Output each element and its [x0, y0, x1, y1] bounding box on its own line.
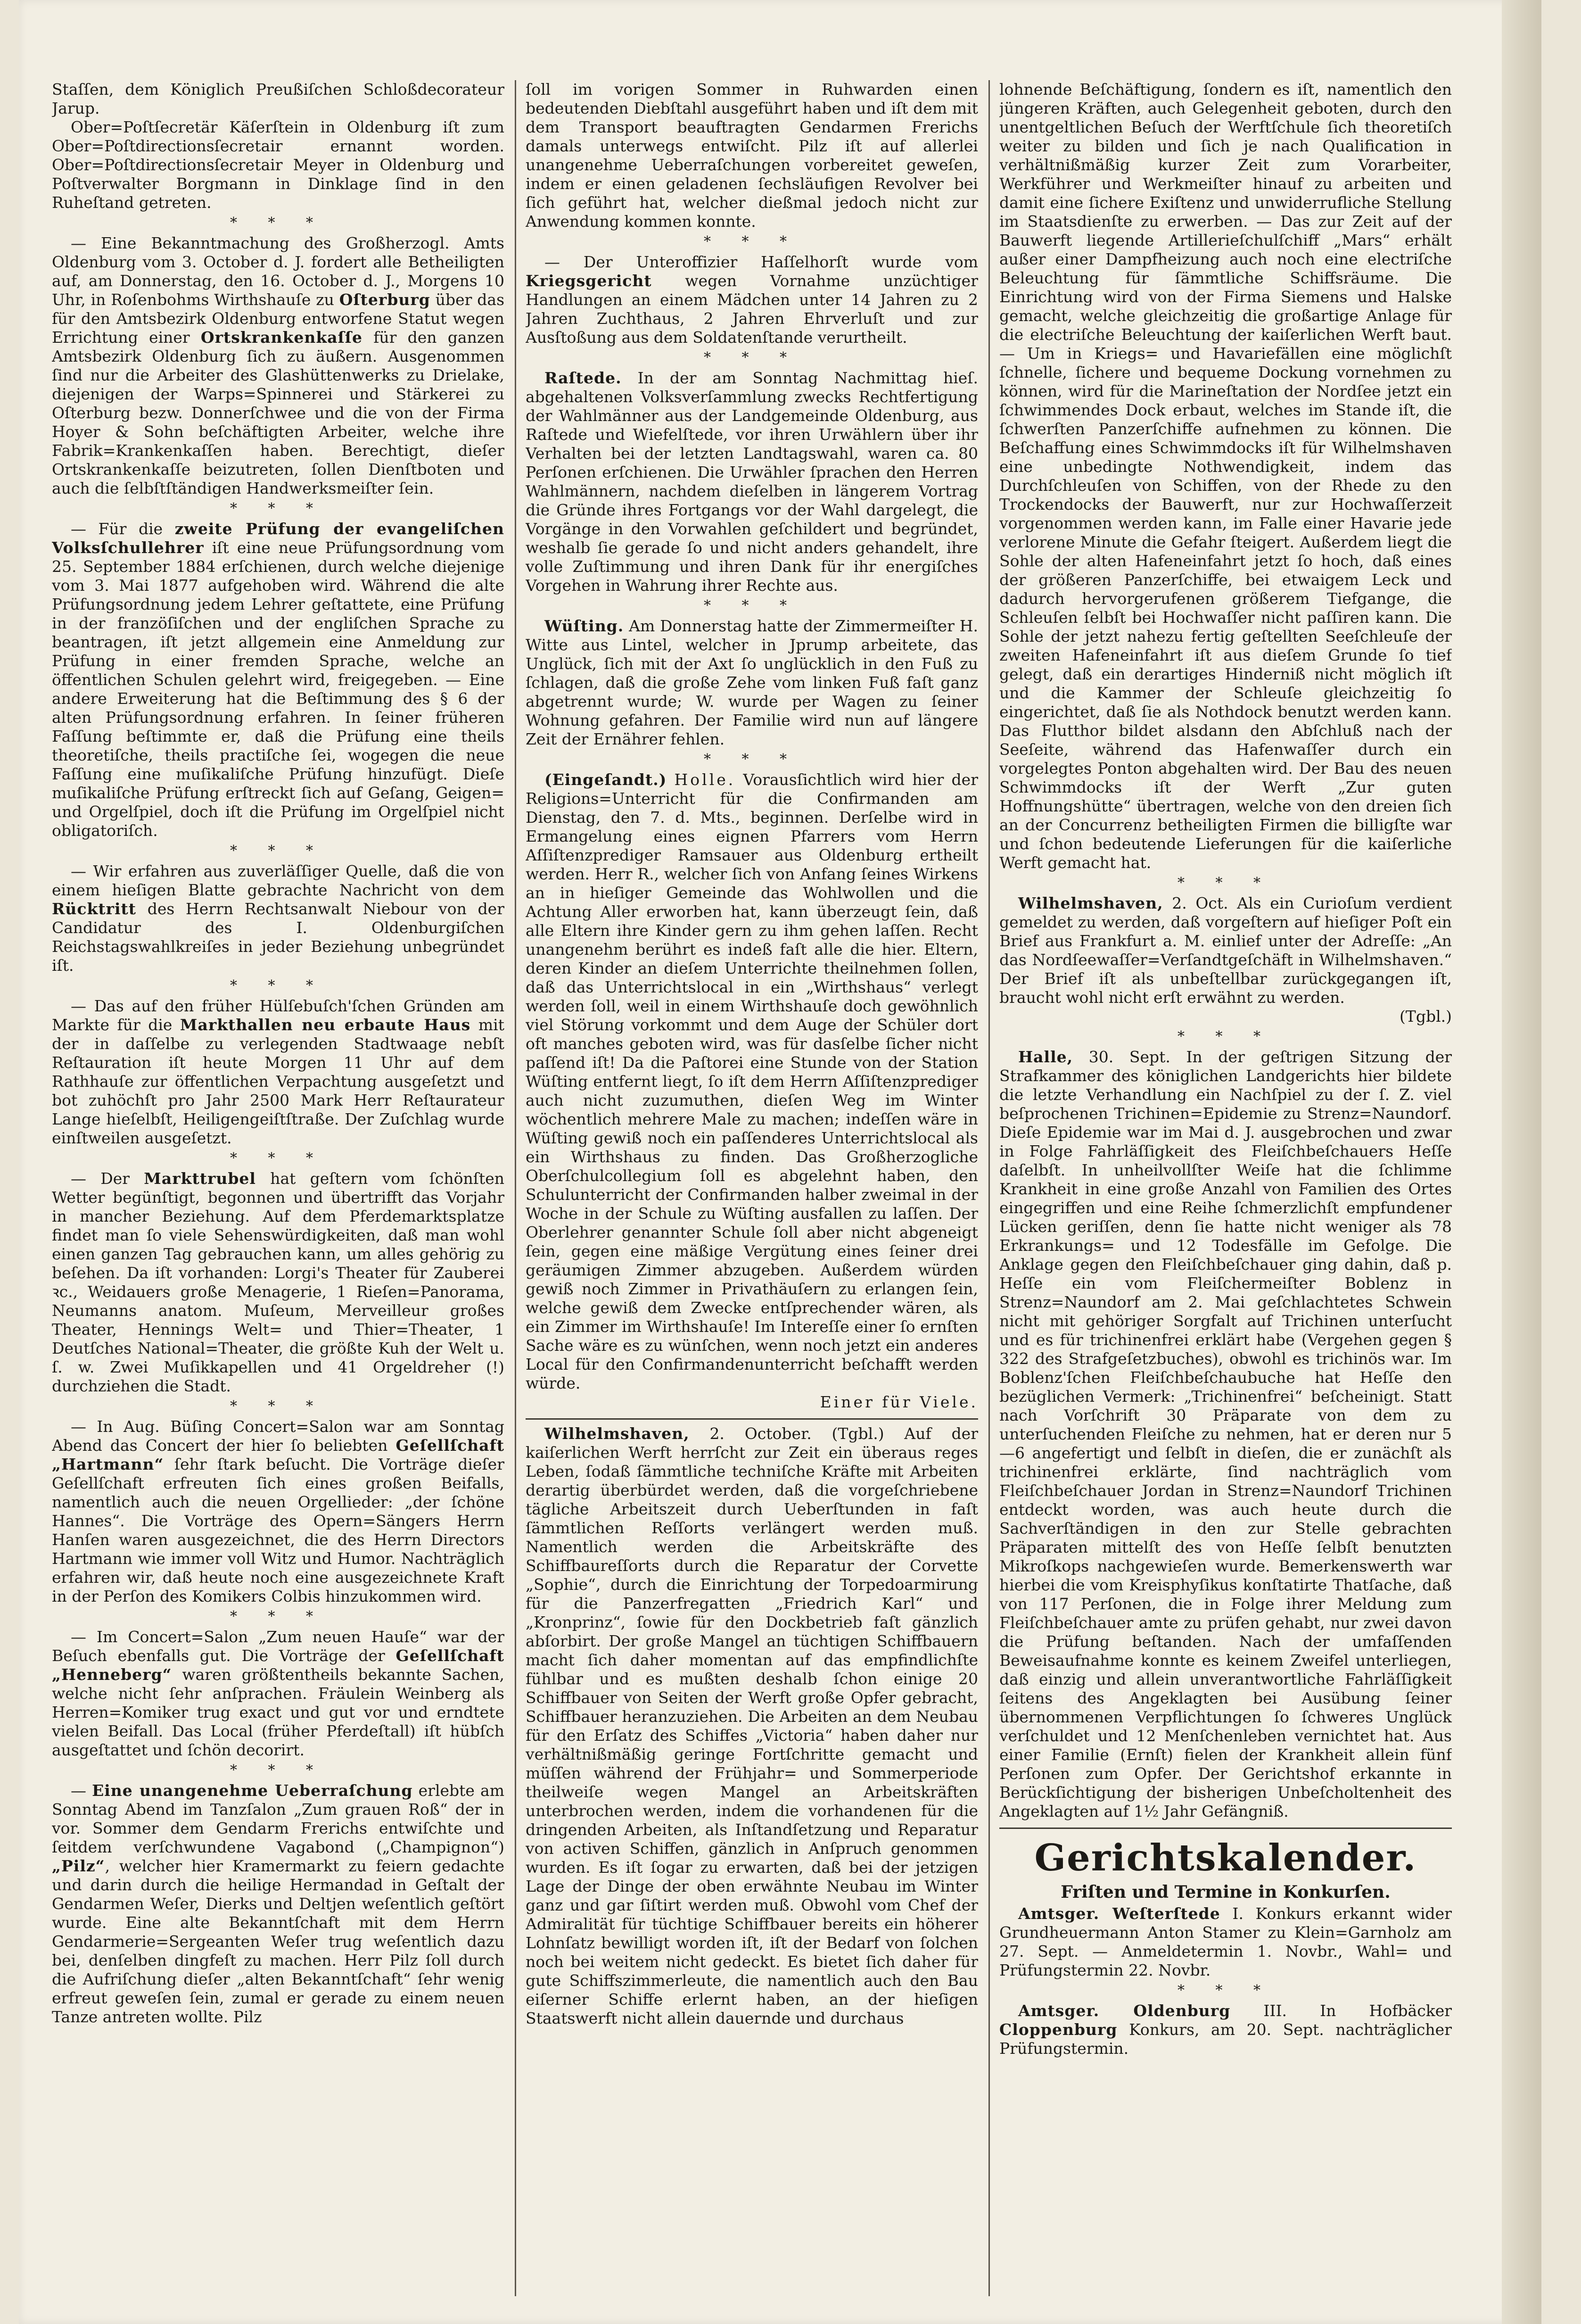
column-rule-2 [988, 80, 990, 2296]
article-paragraph: — Für die zweite Prüfung der evangeliſchen Volksſchullehrer iſt eine neue Prüfungsordnung vom 25. September 1884 erſchienen, durch welche diejenige vom 3. Mai 1877 aufgehoben wird. Während die alte Prüfungsordnung jedem Lehrer geſtattete, eine Prüfung in der franzöſiſchen und der engliſchen Sprache zu beantragen, iſt jetzt allgemein eine Anmeldung zur Prüfung in einer fremden Sprache, welche an öffentlichen Schulen gelehrt wird, freigegeben. — Eine andere Erweiterung hat die Beſtimmung des § 6 der alten Prüfungsordnung erfahren. In ſeiner früheren Faſſung beſtimmte er, daß die Prüfung eine theils theoretiſche, theils practiſche ſei, wogegen die neue Faſſung eine muſikaliſche Prüfung hinzufügt. Dieſe muſikaliſche Prüfung erſtreckt ſich auf Geſang, Geigen= und Orgelſpiel, doch iſt die Prüfung im Orgelſpiel nicht obligatoriſch. [52, 520, 504, 840]
article-paragraph: — Wir erfahren aus zuverläſſiger Quelle, daß die von einem hieſigen Blatte gebrachte Nachricht von dem Rücktritt des Herrn Rechtsanwalt Niebour von der Candidatur des I. Oldenburgiſchen Reichstagswahlkreiſes in jeder Beziehung unbegründet iſt. [52, 862, 504, 975]
article-paragraph: ſoll im vorigen Sommer in Ruhwarden einen bedeutenden Diebſtahl ausgeführt haben und iſt dem mit dem Transport beauftragten Gendarmen Frerichs damals unterwegs entwiſcht. Pilz iſt auf allerlei unangenehme Ueberraſchungen vorbereitet geweſen, indem er einen geladenen ſechsläufigen Revolver bei ſich geführt hat, welcher dießmal jedoch nicht zur Anwendung kommen konnte. [526, 80, 978, 231]
article-paragraph: — Eine unangenehme Ueberraſchung erlebte am Sonntag Abend im Tanzſalon „Zum grauen Roß“ der in vor. Sommer dem Gendarm Frerichs entwiſchte und ſeitdem verſchwundene Vagabond („Champignon“) „Pilz“, welcher hier Kramermarkt zu feiern gedachte und darin durch die heilige Hermandad in Geſtalt der Gendarmen Weſer, Dierks und Deltjen weſentlich geſtört wurde. Eine alte Bekanntſchaft mit dem Herrn Gendarmerie=Sergeanten Weſer trug weſentlich dazu bei, denſelben dingfeſt zu machen. Herr Pilz ſoll durch die Aufriſchung dieſer „alten Bekanntſchaft“ ſehr wenig erfreut geweſen ſein, zumal er gerade zu einem neuen Tanze antreten wollte. Pilz [52, 1781, 504, 2026]
section-separator: * * * [230, 977, 327, 994]
article-paragraph: — In Aug. Büſing Concert=Salon war am Sonntag Abend das Concert der hier ſo beliebten Geſellſchaft „Hartmann“ ſehr ſtark beſucht. Die Vorträge dieſer Geſellſchaft erfreuten ſich eines großen Beifalls, namentlich auch die neuen Orgellieder: „der ſchöne Hannes“. Die Vorträge des Opern=Sängers Herrn Hanſen waren ausgezeichnet, die des Herrn Directors Hartmann wie immer voll Witz und Humor. Nachträglich erfahren wir, daß heute noch eine ausgezeichnete Kraft in der Perſon des Komikers Colbis hinzukommen wird. [52, 1417, 504, 1605]
article-paragraph: Raſtede. In der am Sonntag Nachmittag hieſ. abgehaltenen Volksverſammlung zwecks Rechtfertigung der Wahlmänner aus der Landgemeinde Oldenburg, aus Raſtede und Wiefelſtede, vor ihren Urwählern über ihr Verhalten bei der letzten Landtagswahl, waren ca. 80 Perſonen erſchienen. Die Urwähler ſprachen den Herren Wahlmännern, nachdem dieſelben in längerem Vortrag die Gründe ihres Fortgangs vor der Wahl dargelegt, die Vorgänge in den Vorwahlen geſchildert und begründet, weshalb ſie gerade ſo und nicht anders gehandelt, ihre volle Zuſtimmung und ihren Dank für ihr energiſches Vorgehen in Wahrung ihrer Rechte aus. [526, 369, 978, 595]
section-separator: * * * [230, 843, 327, 859]
section-separator: * * * [230, 500, 327, 517]
section-separator: * * * [1177, 1982, 1274, 1999]
section-separator: * * * [703, 751, 800, 768]
article-paragraph: Staſſen, dem Königlich Preußiſchen Schloßdecorateur Jarup. [52, 80, 504, 117]
section-separator: * * * [1177, 875, 1274, 891]
column-rule-1 [515, 80, 516, 2296]
article-paragraph: Wilhelmshaven, 2. October. (Tgbl.) Auf der kaiſerlichen Werft herrſcht zur Zeit ein überaus reges Leben, ſodaß ſämmtliche techniſche Kräfte mit Arbeiten derartig überbürdet werden, daß die vorgeſchriebene tägliche Arbeitszeit durch Ueberſtunden in faſt ſämmtlichen Reſſorts verlängert werden muß. Namentlich werden die Arbeitskräfte des Schiffbaureſſorts durch die Reparatur der Corvette „Sophie“, durch die Einrichtung der Torpedoarmirung für die Panzerfregatten „Friedrich Karl“ und „Kronprinz“, ſowie für den Dockbetrieb faſt gänzlich abſorbirt. Der große Mangel an tüchtigen Schiffbauern macht ſich daher momentan auf das empfindlichſte fühlbar und es mußten deshalb ſchon einige 20 Schiffbauer von Seiten der Werft große Opfer gebracht, Schiffbauer heranzuziehen. Die Arbeiten an dem Neubau für den Erſatz des Schiffes „Victoria“ haben daher nur verhältnißmäßig geringe Fortſchritte gemacht und müſſen während der Frühjahr= und Sommerperiode theilweiſe wegen Mangel an Arbeitskräften unterbrochen werden, indem die vorhandenen für die dringenden Arbeiten, als Inſtandſetzung und Reparatur von activen Schiffen, gänzlich in Anſpruch genommen wurden. Es iſt ſogar zu erwarten, daß bei der jetzigen Lage der Dinge der oben erwähnte Neubau im Winter ganz und gar ſiſtirt werden muß. Obwohl vom Chef der Admiralität für tüchtige Schiffbauer bereits ein höherer Lohnſatz bewilligt worden iſt, iſt der Bedarf von ſolchen noch bei weitem nicht gedeckt. Es bietet ſich daher für gute Schiffszimmerleute, die namentlich auch den Bau eiſerner Schiffe erlernt haben, an der hieſigen Staatswerft nicht allein dauernde und durchaus [526, 1424, 978, 2027]
section-separator: * * * [703, 349, 800, 366]
section-separator: * * * [703, 597, 800, 614]
page-edge [1502, 0, 1541, 2324]
section-separator: * * * [230, 1150, 327, 1166]
column-3 [999, 80, 1452, 2306]
article-paragraph: — Der Unteroffizier Haſſelhorſt wurde vom Kriegsgericht wegen Vornahme unzüchtiger Handlungen an einem Mädchen unter 14 Jahren zu 2 Jahren Zuchthaus, 2 Jahren Ehrverluſt und zur Ausſtoßung aus dem Soldatenſtande verurtheilt. [526, 253, 978, 347]
article-paragraph: Amtsger. Oldenburg III. In Hofbäcker Cloppenburg Konkurs, am 20. Sept. nachträglicher Prüfungstermin. [999, 2001, 1452, 2058]
column-1 [52, 80, 504, 2306]
article-paragraph: Wilhelmshaven, 2. Oct. Als ein Curioſum verdient gemeldet zu werden, daß vorgeſtern auf hieſiger Poſt ein Brief aus Frankfurt a. M. einlief unter der Adreſſe: „An das Nordſeewaſſer=Verſandtgeſchäft in Wilhelmshaven.“ Der Brief iſt als unbeſtellbar zurückgegangen iſt, braucht wohl nicht erſt erwähnt zu werden. [999, 894, 1452, 1007]
section-subheading: Friſten und Termine in Konkurſen. [1061, 1882, 1391, 1902]
article-paragraph: — Eine Bekanntmachung des Großherzogl. Amts Oldenburg vom 3. October d. J. fordert alle Betheiligten auf, am Donnerstag, den 16. October d. J., Morgens 10 Uhr, in Roſenbohms Wirthshauſe zu Oſterburg über das für den Amtsbezirk Oldenburg entworfene Statut wegen Errichtung einer Ortskrankenkaſſe für den ganzen Amtsbezirk Oldenburg ſich zu äußern. Ausgenommen ſind nur die Arbeiter des Glashüttenwerks zu Drielake, diejenigen der Warps=Spinnerei und Stärkerei zu Oſterburg bezw. Donnerſchwee und die von der Firma Hoyer & Sohn beſchäftigten Arbeiter, welche ihre Fabrik=Krankenkaſſen haben. Berechtigt, dieſer Ortskrankenkaſſe beizutreten, ſollen Dienſtboten und auch die ſelbſtſtändigen Handwerksmeiſter ſein. [52, 234, 504, 497]
article-paragraph: Amtsger. Weſterſtede I. Konkurs erkannt wider Grundheuermann Anton Stamer zu Klein=Garnholz am 27. Sept. — Anmeldetermin 1. Novbr., Wahl= und Prüfungstermin 22. Novbr. [999, 1904, 1452, 1979]
horizontal-rule [526, 1418, 978, 1420]
article-paragraph: Wüſting. Am Donnerstag hatte der Zimmermeiſter H. Witte aus Lintel, welcher in Jprump arbeitete, das Unglück, ſich mit der Axt ſo unglücklich in den Fuß zu ſchlagen, daß die große Zehe vom linken Fuß faſt ganz abgetrennt wurde; W. wurde per Wagen zu ſeiner Wohnung gefahren. Der Familie wird nun auf längere Zeit der Ernährer fehlen. [526, 617, 978, 748]
column-2 [526, 80, 978, 2306]
article-signature: Einer für Viele. [820, 1393, 978, 1411]
horizontal-rule [999, 1828, 1452, 1829]
section-heading: Gerichtskalender. [1034, 1836, 1417, 1879]
article-paragraph: — Das auf den früher Hülſebuſch'ſchen Gründen am Markte für die Markthallen neu erbaute Haus mit der in daſſelbe zu verlegenden Stadtwaage nebſt Reſtauration iſt heute Morgen 11 Uhr auf dem Rathhauſe zur öffentlichen Verpachtung ausgeſetzt und bot zuhöchſt pro Jahr 2500 Mark Herr Reſtaurateur Lange hieſelbſt, Heiligengeiſtſtraße. Der Zuſchlag wurde einſtweilen ausgeſetzt. [52, 997, 504, 1147]
section-separator: * * * [230, 1608, 327, 1625]
section-separator: * * * [230, 215, 327, 231]
article-paragraph: — Im Concert=Salon „Zum neuen Hauſe“ war der Beſuch ebenfalls gut. Die Vorträge der Geſellſchaft „Henneberg“ waren größtentheils bekannte Sachen, welche nicht ſehr anſprachen. Fräulein Weinberg als Herren=Komiker trug exact und gut vor und erndtete vielen Beifall. Das Local (früher Pferdeſtall) iſt hübſch ausgeſtattet und ſchön decorirt. [52, 1628, 504, 1759]
section-separator: * * * [230, 1762, 327, 1778]
section-separator: * * * [230, 1398, 327, 1414]
article-paragraph: — Der Markttrubel hat geſtern vom ſchönſten Wetter begünſtigt, begonnen und übertrifft das Vorjahr in mancher Beziehung. Auf dem Pferdemarktsplatze findet man ſo viele Sehenswürdigkeiten, daß man wohl einen ganzen Tag gebrauchen kann, um alles gehörig zu beſehen. Da iſt vorhanden: Lorgi's Theater für Zauberei ꝛc., Weidauers große Menagerie, 1 Rieſen=Panorama, Neumanns anatom. Muſeum, Merveilleur großes Theater, Hennings Welt= und Thier=Theater, 1 Deutſches National=Theater, die größte Kuh der Welt u. ſ. w. Zwei Muſikkapellen und 41 Orgeldreher (!) durchziehen die Stadt. [52, 1169, 504, 1395]
section-separator: * * * [1177, 1028, 1274, 1045]
article-paragraph: lohnende Beſchäftigung, ſondern es iſt, namentlich den jüngeren Kräften, auch Gelegenheit geboten, durch den unentgeltlichen Beſuch der Werftſchule ſich theoretiſch weiter zu bilden und ſich je nach Qualification in verhältnißmäßig kurzer Zeit zum Vorarbeiter, Werkführer und Werkmeiſter hinauf zu arbeiten und damit eine ſichere Exiſtenz und unwiderrufliche Stellung im Staatsdienſte zu erwerben. — Das zur Zeit auf der Bauwerft liegende Artillerieſchulſchiff „Mars“ erhält außer einer Dampfheizung auch noch eine electriſche Beleuchtung für ſämmtliche Schiffsräume. Die Einrichtung wird von der Firma Siemens und Halske gemacht, welche gleichzeitig die großartige Anlage für die electriſche Beleuchtung der kaiſerlichen Werft baut. — Um in Kriegs= und Havariefällen eine möglichſt ſchnelle, ſichere und bequeme Dockung vornehmen zu können, wird für die Marineſtation der Nordſee jetzt ein ſchwimmendes Dock erbaut, welches im Stande iſt, die ſchwerſten Panzerſchiffe aufnehmen zu können. Die Beſchaffung eines Schwimmdocks iſt für Wilhelmshaven eine unbedingte Nothwendigkeit, indem das Durchſchleuſen von Schiffen, von der Rhede zu den Trockendocks der Bauwerft, nur zur Hochwaſſerzeit vorgenommen werden kann, im Falle einer Havarie jede verlorene Minute die Gefahr ſteigert. Außerdem liegt die Sohle der alten Hafeneinfahrt jetzt ſo hoch, daß eines der größeren Panzerſchiffe, bei etwaigem Leck und dadurch hervorgerufenen größerem Tiefgange, die Schleuſen ſelbſt bei Hochwaſſer nicht paſſiren kann. Die Sohle der jetzt nahezu fertig geſtellten Seeſchleuſe der zweiten Hafeneinfahrt iſt aus dieſem Grunde ſo tief gelegt, daß ein derartiges Hinderniß nicht möglich iſt und die Kammer der Schleuſe gleichzeitig ſo eingerichtet, daß ſie als Nothdock benutzt werden kann. Das Flutthor bildet alsdann den Abſchluß nach der Seeſeite, während das Hafenwaſſer durch ein vorgelegtes Ponton abgehalten wird. Der Bau des neuen Schwimmdocks iſt der Werft „Zur guten Hoffnungshütte“ übertragen, welche von den dreien ſich an der Concurrenz betheiligten Firmen die billigſte war und ſchon bedeutende Lieferungen für die kaiſerliche Werft gemacht hat. [999, 80, 1452, 872]
article-paragraph: (Eingeſandt.) Holle. Vorausſichtlich wird hier der Religions=Unterricht für die Confirmanden am Dienstag, den 7. d. Mts., beginnen. Derſelbe wird in Ermangelung eines eignen Pfarrers vom Herrn Aſſiſtenzprediger Ramsauer aus Oldenburg ertheilt werden. Herr R., welcher ſich von Anfang ſeines Wirkens an in hieſiger Gemeinde das Wohlwollen und die Achtung Aller erworben hat, kann überzeugt ſein, daß alle Eltern ihre Kinder gern zu ihm gehen laſſen. Recht unangenehm berührt es indeß faſt alle die hier. Eltern, deren Kinder an dieſem Unterrichte theilnehmen ſollen, daß das Unterrichtslocal in ein „Wirthshaus“ verlegt werden ſoll, weil in einem Wirthshauſe doch gewöhnlich viel Störung vorkommt und dem Auge der Schüler dort oft manches geboten wird, was für dasſelbe ſicher nicht paſſend iſt! Da die Paſtorei eine Stunde von der Station Wüſting entfernt liegt, ſo iſt dem Herrn Aſſiſtenzprediger auch nicht zuzumuthen, dieſen Weg im Winter wöchentlich mehrere Male zu machen; indeſſen wäre in Wüſting gewiß noch ein paſſenderes Unterrichtslocal als ein Wirthshaus zu finden. Das Großherzogliche Oberſchulcollegium ſoll es abgelehnt haben, den Schulunterricht der Confirmanden halber zweimal in der Woche in der Schule zu Wüſting ausfallen zu laſſen. Der Oberlehrer genannter Schule ſoll aber nicht abgeneigt ſein, gegen eine mäßige Vergütung eines ſeiner drei geräumigen Zimmer abzugeben. Außerdem würden gewiß noch Zimmer in Privathäuſern zu erlangen ſein, welche gewiß dem Zwecke entſprechender wären, als ein Zimmer im Wirthshauſe! Im Intereſſe einer ſo ernſten Sache wäre es zu wünſchen, wenn noch jetzt ein anderes Local für den Confirmandenunterricht beſchafft werden würde. [526, 770, 978, 1392]
section-separator: * * * [703, 233, 800, 250]
newspaper-page [19, 0, 1541, 2324]
article-paragraph: Ober=Poſtſecretär Käſerſtein in Oldenburg iſt zum Ober=Poſtdirectionsſecretair ernannt worden. Ober=Poſtdirectionsſecretair Meyer in Oldenburg und Poſtverwalter Borgmann in Dinklage ſind in den Ruheſtand getreten. [52, 118, 504, 212]
article-paragraph: Halle, 30. Sept. In der geſtrigen Sitzung der Strafkammer des königlichen Landgerichts hier bildete die letzte Verhandlung ein Nachſpiel zu der ſ. Z. viel beſprochenen Trichinen=Epidemie zu Strenz=Naundorf. Dieſe Epidemie war im Mai d. J. ausgebrochen und zwar in Folge Fahrläſſigkeit des Fleiſchbeſchauers Heſſe daſelbſt. In unheilvollſter Weiſe hat die ſchlimme Krankheit in eine große Anzahl von Familien des Ortes eingegriffen und eine Reihe ſchmerzlichſt empfundener Lücken geriſſen, denn ſie hatte nicht weniger als 78 Erkrankungs= und 12 Todesfälle im Gefolge. Die Anklage gegen den Fleiſchbeſchauer ging dahin, daß p. Heſſe ein vom Fleiſchermeiſter Boblenz in Strenz=Naundorf am 2. Mai geſchlachtetes Schwein nicht mit gehöriger Sorgfalt auf Trichinen unterſucht und es für trichinenfrei erklärt habe (Vergehen gegen § 322 des Strafgeſetzbuches), obwohl es trichinös war. Im Boblenz'ſchen Fleiſchbeſchaubuche hat Heſſe den bezüglichen Vermerk: „Trichinenfrei“ beſcheinigt. Statt nach Vorſchrift 30 Präparate von dem zu unterſuchenden Fleiſche zu nehmen, hat er deren nur 5—6 angefertigt und ſelbſt in dieſen, die er zunächſt als trichinenfrei erklärte, ſind nachträglich vom Fleiſchbeſchauer Jordan in Strenz=Naundorf Trichinen entdeckt worden, was auch heute durch die Sachverſtändigen in den zur Stelle gebrachten Präparaten mittelſt des von Heſſe ſelbſt benutzten Mikroſkops nachgewieſen wurde. Bemerkenswerth war hierbei die vom Kreisphyſikus konſtatirte Thatſache, daß von 117 Perſonen, die in Folge ihrer Meldung zum Fleiſchbeſchauer amte zu prüfen gehabt, nur zwei davon die Prüfung beſtanden. Nach der umfaſſenden Beweisaufnahme konnte es keinem Zweifel unterliegen, daß einzig und allein unverantwortliche Fahrläſſigkeit ſeitens des Angeklagten bei Ausübung ſeiner übernommenen Verpflichtungen ſo ſchweres Unglück verſchuldet und 12 Menſchenleben vernichtet hat. Aus einer Familie (Ernſt) fielen der Krankheit allein fünf Perſonen zum Opfer. Der Gerichtshof erkannte in Berückſichtigung der bisherigen Unbeſcholtenheit des Angeklagten auf 1½ Jahr Gefängniß. [999, 1048, 1452, 1820]
source-note: (Tgbl.) [1399, 1007, 1452, 1026]
